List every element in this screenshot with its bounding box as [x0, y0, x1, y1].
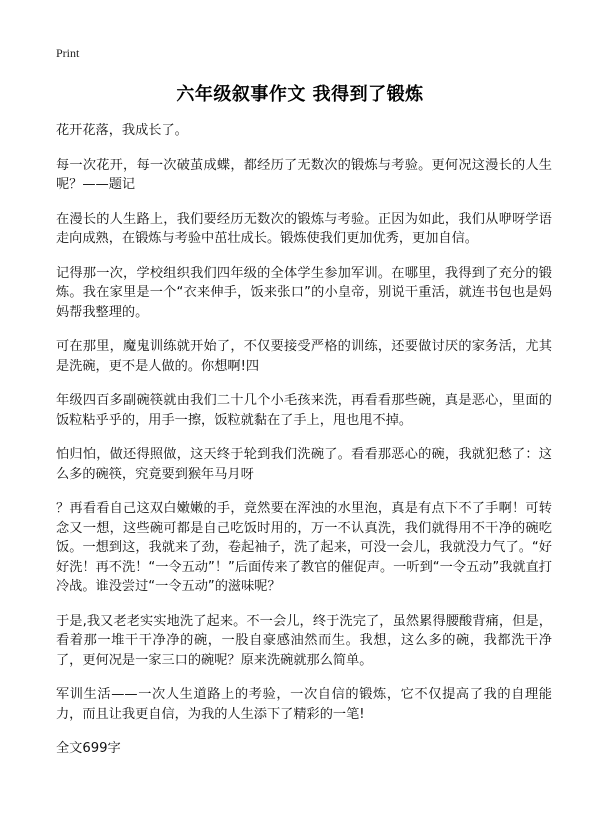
paragraph: 军训生活——一次人生道路上的考验，一次自信的锻炼，它不仅提高了我的自理能力，而且让我更自信，为我的人生添下了精彩的一笔!	[56, 687, 552, 722]
paragraph: 在漫长的人生路上，我们要经历无数次的锻炼与考验。正因为如此，我们从咿呀学语走向成熟，在锻炼与考验中茁壮成长。锻炼使我们更加优秀，更加自信。	[56, 211, 552, 246]
paragraph: 记得那一次，学校组织我们四年级的全体学生参加军训。在哪里，我得到了充分的锻炼。我在家里是一个“衣来伸手，饭来张口”的小皇帝，别说干重活，就连书包也是妈妈帮我整理的。	[56, 265, 552, 320]
paragraph: 可在那里，魔鬼训练就开始了，不仅要接受严格的训练，还要做讨厌的家务活，尤其是洗碗，更不是人做的。你想啊!四	[56, 339, 552, 374]
print-label: Print	[56, 46, 80, 60]
word-count: 全文699字	[56, 741, 121, 756]
paragraph: 于是,我又老老实实地洗了起来。不一会儿，终于洗完了，虽然累得腰酸背痛，但是，看着那一堆干干净净的碗，一股自豪感油然而生。我想，这么多的碗，我都洗干净了，更何况是一家三口的碗呢？原来洗碗就那么简单。	[56, 613, 552, 668]
paragraph: 年级四百多副碗筷就由我们二十几个小毛孩来洗，再看看那些碗，真是恶心，里面的饭粒粘乎乎的，用手一擦，饭粒就黏在了手上，甩也甩不掉。	[56, 393, 552, 428]
paragraph: 花开花落，我成长了。	[56, 123, 188, 138]
article-body	[56, 121, 552, 758]
paragraph: ？再看看自己这双白嫩嫩的手，竟然要在浑浊的水里泡，真是有点下不了手啊！可转念又一想，这些碗可都是自己吃饭时用的，万一不认真洗，我们就得用不干净的碗吃饭。一想到这，我就来了劲，卷起袖子，洗了起来，可没一会儿，我就没力气了。“好好洗！再不洗！“一令五动”！”后面传来了教官的催促声。一听到“一令五动”我就直打冷战。谁没尝过“一令五动”的滋味呢？	[56, 501, 552, 594]
article-title: 六年级叙事作文 我得到了锻炼	[176, 84, 424, 105]
paragraph: 怕归怕，做还得照做，这天终于轮到我们洗碗了。看看那恶心的碗，我就犯愁了：这么多的碗筷，究竟要到猴年马月呀	[56, 447, 552, 482]
paragraph: 每一次花开，每一次破茧成蝶，都经历了无数次的锻炼与考验。更何况这漫长的人生呢？——题记	[56, 157, 552, 192]
